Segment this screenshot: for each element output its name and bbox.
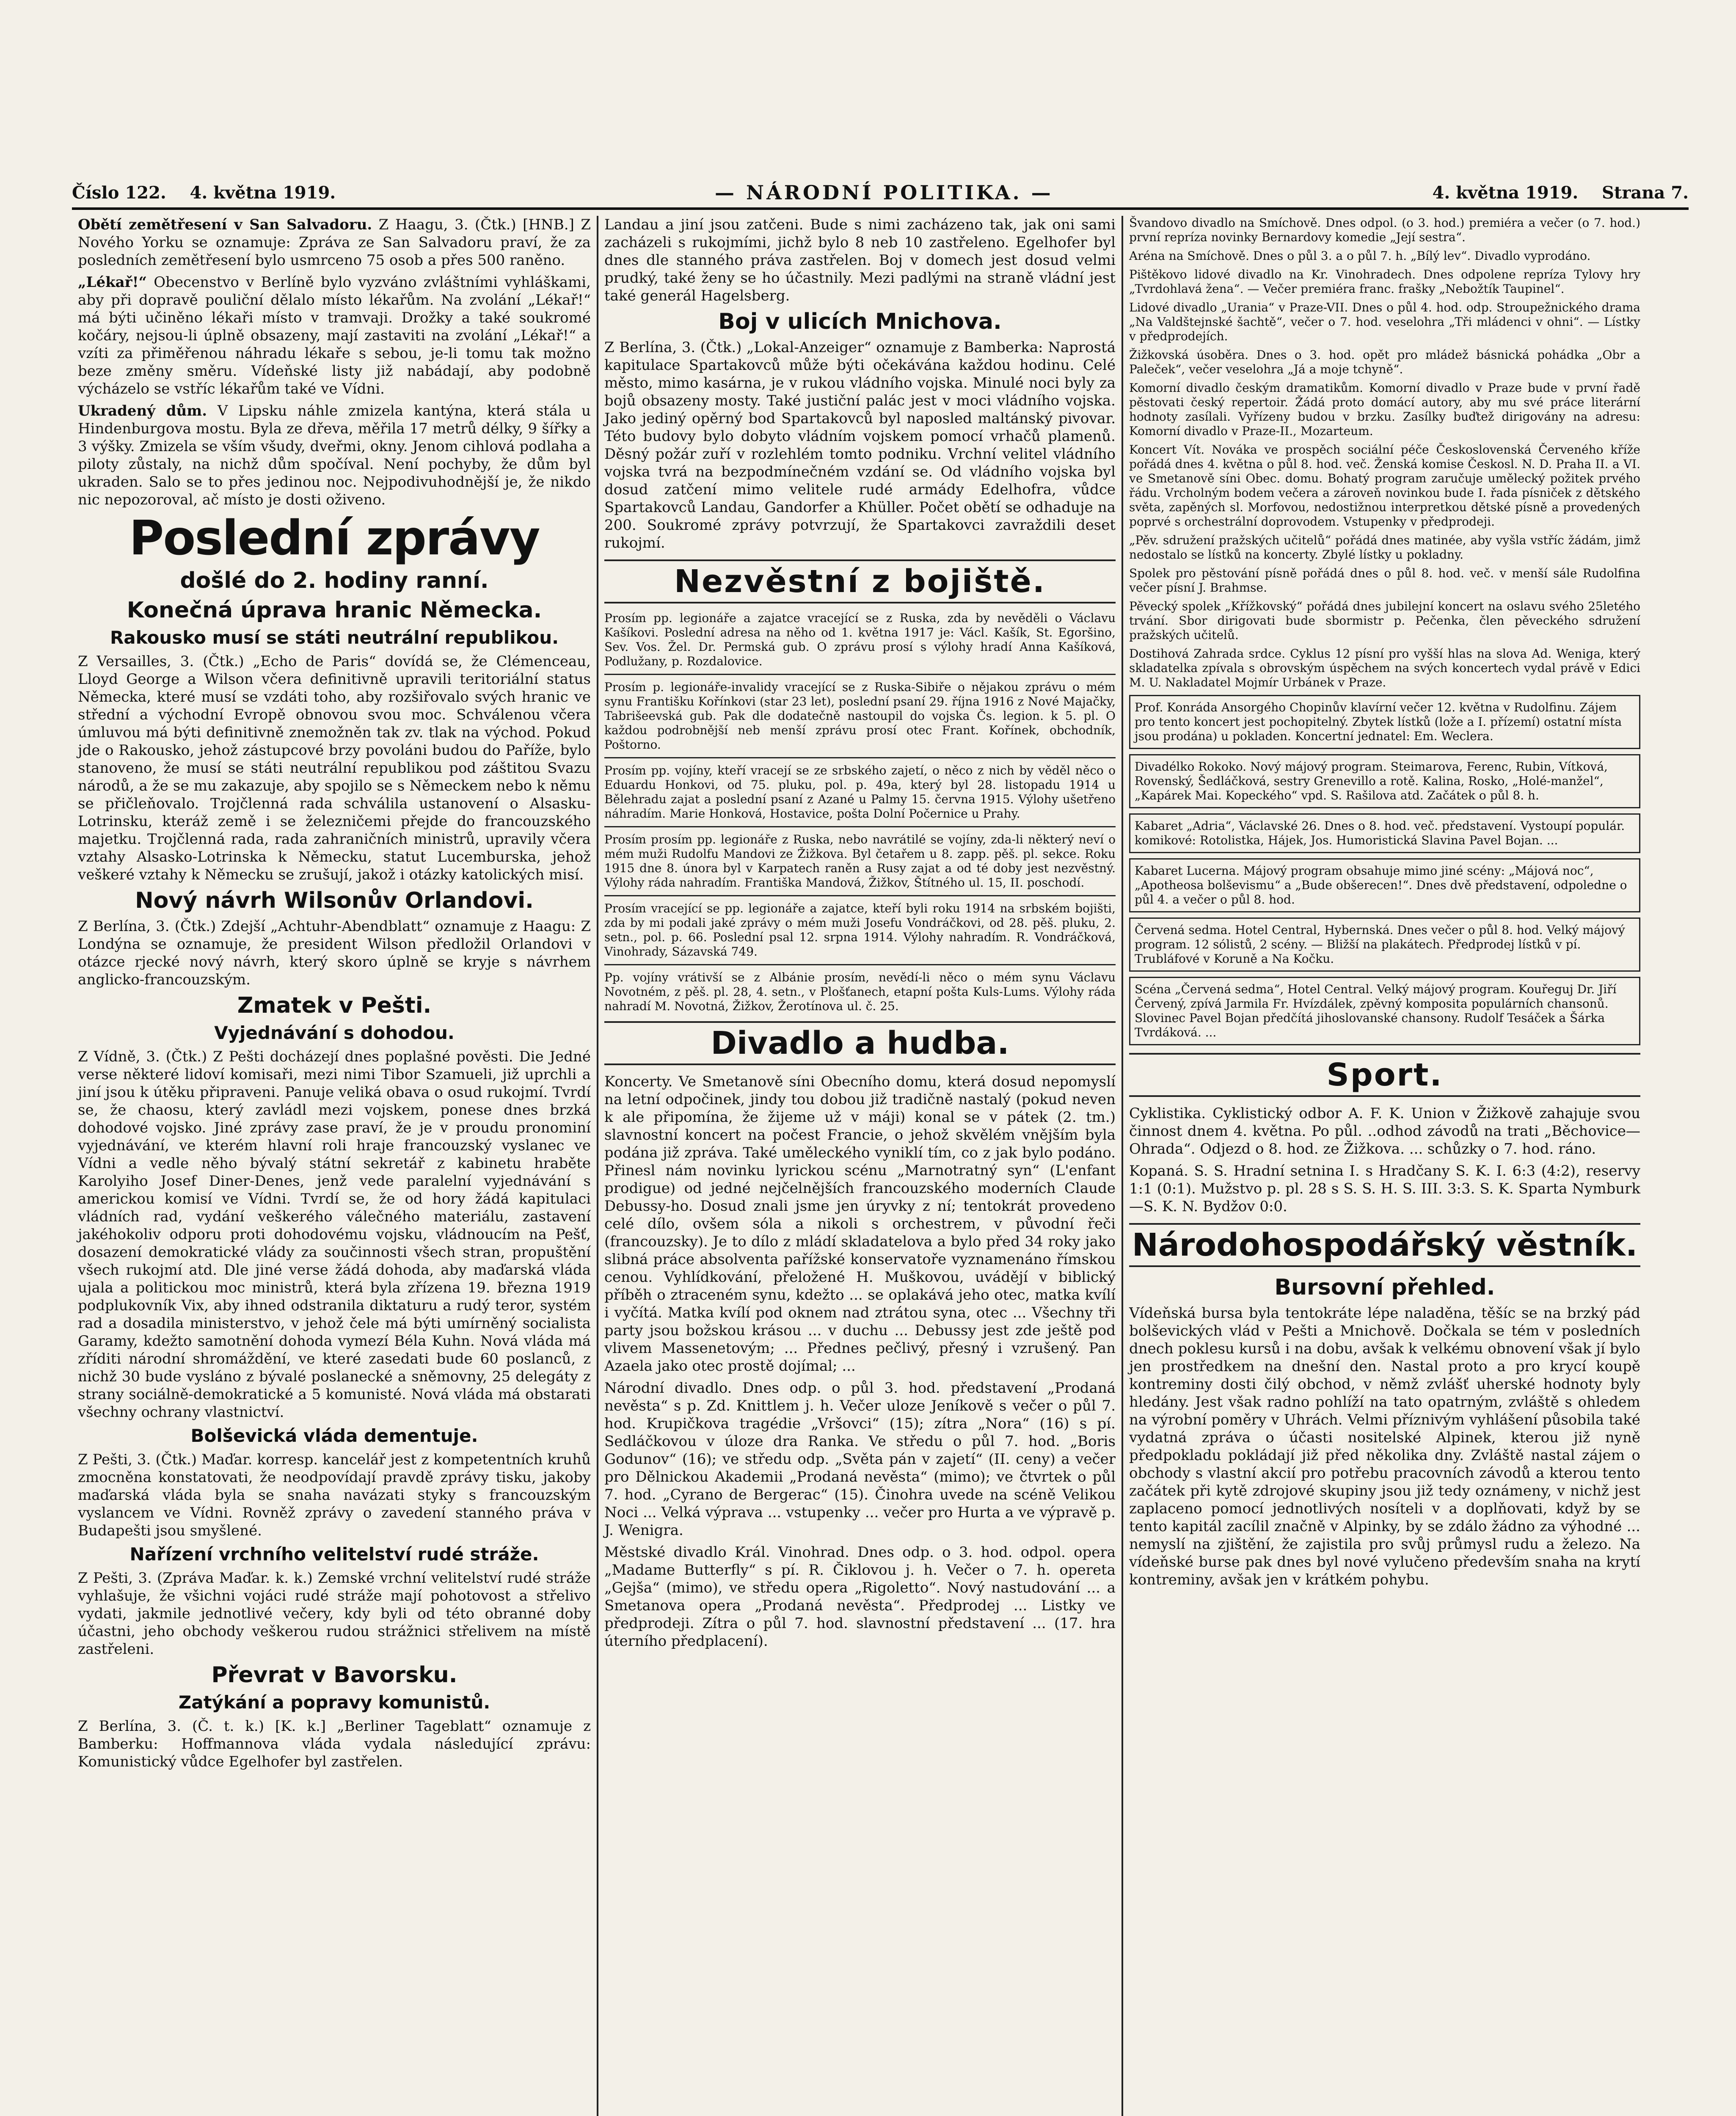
listing-krizkovsky: Pěvecký spolek „Křížkovský“ pořádá dnes jubilejní koncert na oslavu svého 25letého trvání. Sbor dirigovati bude sbormistr p. Pečenka, člen pěveckého sdružení pražských učitelů. [1129,599,1640,642]
masthead: — NÁRODNÍ POLITIKA. — [715,181,1053,204]
heading-sport: Sport. [1129,1053,1640,1097]
divider [604,964,1116,965]
article-exchange: Vídeňská bursa byla tentokráte lépe naladěna, těšíc se na brzký pád bolševických vlád v Pešti a Mnichově. Dočkala se tém v posledních dnech poklesu kursů i na dobu, avšak k velkému obnovení však jí bylo jen prostředkem na dnešní den. Nastal proto a pro krycí koupě kontreminy dosti čilý obchod, v němž zvlášť uherské hodnoty byly hledány. Jest však radno pohlíží na tato opatrným, zvláště s ohledem na výrobní poměry v Uhrách. Velmi příznivým vyhlášení působila také vydatná zpráva o účasti nositelské Alpinek, kterou již nyně předpokladu pokládají již před několika dny. Zvláště nastal zájem o obchody s vlastní akcií pro potřebu pracovních závodů a kterou tento začátek při kytě zdrojové skupiny jsou již tedy oznámeny, v nichž jest zaplaceno pomocí jednotlivých nosíteli v a doplňovati, když by se tento kapitál zacílil značně v Alpinky, by se zdálo žádno za výhodné ... nemyslí na zjištění, že zajistila pro svůj průmysl rudu a železo. Na vídeňské burse pak dnes byl nové vylučeno především snaha na krytí kontreminy, avšak jen v krátkém pohybu. [1129,1305,1640,1588]
heading-bolshevik: Bolševická vláda dementuje. [190,1425,478,1446]
listing-teachers: „Pěv. sdružení pražských učitelů“ pořádá dnes matinée, aby vyšla vstříc žádám, jimž nedostalo se lístků na koncerty. Zbylé lístky u pokladny. [1129,533,1640,562]
article-football: Kopaná. S. S. Hradní setnina I. s Hradčany S. K. I. 6:3 (4:2), reservy 1:1 (0:1). Mužstvo p. pl. 28 s S. S. H. S. III. 3:3. S. K. Sparta Nymburk—S. K. N. Bydžov 0:0. [1129,1163,1640,1215]
missing-item: Pp. vojíny vrátivší se z Albánie prosím, nevědí-li něco o mém synu Václavu Novotném, z pěš. pl. 28, 4. setn., v Plošťanech, etapní pošta Kuls-Lums. Výlohy ráda nahradí M. Novotná, Žižkov, Žerotínova ul. č. 25. [604,970,1116,1013]
divider [604,757,1116,758]
header-right: 4. května 1919. Strana 7. [1432,182,1689,203]
article-munich: Z Berlína, 3. (Čtk.) „Lokal-Anzeiger“ oznamuje z Bamberka: Naprostá kapitulace Spartakovců může býti očekávána každou hodinu. Celé město, mimo kasárna, je v rukou vládního vojska. Minulé noci byly za bojů obsazeny mosty. Také justiční palác jest v moci vládního vojska. Jako jediný opěrný bod Spartakovců byl naposled maltánský pivovar. Této budovy bylo dobyto vládním vojskem pomocí vrhačů plamenů. Děsný požár zuří v rozlehlém tomto podniku. Vrchní velitel vládního vojska tvrá na bezpodmínečném vzdání se. Od vládního vojska byl dosud zatčení mimo velitele rudé armády Edelhofra, vůdce Spartakovců Landau, Gandorfer a Khüller. Počet obětí se odhaduje na 200. Soukromé zprávy potvrzují, že Spartakovci zavraždili deset rukojmí. [604,339,1116,551]
heading-theatre: Divadlo a hudba. [604,1021,1116,1065]
article-concerts: Koncerty. Ve Smetanově síni Obecního domu, která dosud nepomyslí na letní odpočinek, jindy tou dobou již tradičně nastalý (pokud neven k ale připomína, že žijeme už v máji) konal se v pátek (2. tm.) slavnostní koncert na počest Francie, o jehož skvělém vnějším byla podána již zpráva. Také uměleckého vyniklí tím, co z jak bylo podáno. Přinesl nám novinku lyrickou scénu „Marnotratný syn“ (L'enfant prodigue) od jedné nejčelnějších francouzského moderních Claude Debussy-ho. Dosud znali jsme jen úryvky z ní; tentokrát provedeno celé dílo, ovšem sóla a nikoli s orchestrem, v původní řeči (francouzsky). Je to dílo z mládí skladatelova a bylo před 34 roky jako slibná práce absolventa pařížské konservatoře vyznamenáno římskou cenou. Vyhlídkování, přeložené H. Muškovou, uvádějí v biblický příběh o ztraceném synu, kdežto ... se oplakává jeho otec, matka kvílí i vyčítá. Matka kvílí pod oknem nad ztrátou syna, otec ... Všechny tři party jsou božskou krásou ... v duchu ... Debussy jest zde ještě pod vlivem Massenetovým; ... Přednes pečlivý, přesný i vzrušený. Pan Azaela jako otec prostě dojímal; ... [604,1073,1116,1375]
article-borders: Z Versailles, 3. (Čtk.) „Echo de Paris“ dovídá se, že Clémenceau, Lloyd George a Wilson včera definitivně upravili teritoriální status Německa, které musí se vzdáti toho, aby rozšiřovalo svých hranic ve střední a východní Evropě obnovou svou moc. Schválenou včera úmluvou má býti definitivně znemožněn tak zv. tlak na východ. Pokud jde o Rakousko, jehož zástupcové brzy povoláni budou do Paříže, bylo stanoveno, že musí se státi neutrální republikou pod záštitou Svazu národů, a že se mu zakazuje, aby spojilo se s Německem nebo k němu se přičleňovalo. Trojčlenná rada schválila ustanovení o Alsasku-Lotrinsku, kteráž země i se železničemi přejde do francouzského majetku. Trojčlenná rada, rada zahraničních ministrů, upravily včera vztahy Alsasko-Lotrinska k Německu, statut Lucemburska, jehož veškeré vztahy k Německu se zrušují, jakož i otázky katolických misí. [78,653,591,883]
missing-item: Prosím pp. legionáře a zajatce vracející se z Ruska, zda by nevěděli o Václavu Kašíkovi. Poslední adresa na něho od 1. května 1917 je: Václ. Kašík, St. Egoršino, Sev. Vos. Žel. Dr. Permská gub. O zprávu prosí s výlohy hradí Anna Kašíková, Podlužany, p. Rozdalovice. [604,611,1116,668]
heading-wilson: Nový návrh Wilsonův Orlandovi. [135,888,534,913]
listing-chamber: Komorní divadlo českým dramatikům. Komorní divadlo v Praze bude v první řadě pěstovati český repertoir. Žádá proto domácí autory, aby mu své práce literární hodnoty zasílali. Vyřízeny budou v brzku. Zasílky buďtež dirigovány na adresu: Komorní divadlo v Praze-II., Mozarteum. [1129,381,1640,438]
column-3 [1122,216,1646,2116]
article-salvador: Obětí zemětřesení v San Salvadoru. Z Haagu, 3. (Čtk.) [HNB.] Z Nového Yorku se oznamuje: Zpráva ze San Salvadoru praví, že za posledních zemětřesení bylo usmrceno 75 osob a přes 500 raněno. [78,216,591,269]
heading-bavaria: Převrat v Bavorsku. [211,1662,457,1688]
page-header [72,178,1689,210]
missing-list [604,611,1116,1014]
listing-garden: Dostihová Zahrada srdce. Cyklus 12 písní pro vyšší hlas na slova Ad. Weniga, který skladatelka zpívala s obrovským úspěchem na svých koncertech vydal právě v Edici M. U. Nakladatel Mojmír Urbánek v Praze. [1129,647,1640,689]
article-wilson: Z Berlína, 3. (Čtk.) Zdejší „Achtuhr-Abendblatt“ oznamuje z Haagu: Z Londýna se oznamuje, že president Wilson předložil Orlandovi v otázce rjecké nový návrh, který skoro úplně se kryje s návrhem anglicko-francouzským. [78,918,591,988]
newspaper-page [72,178,1689,2116]
ad-adria: Kabaret „Adria“, Václavské 26. Dnes o 8. hod. več. představení. Vystoupí populár. komikové: Rotolistka, Hájek, Jos. Humoristická Slavina Pavel Bojan. ... [1129,813,1640,853]
article-bolshevik: Z Pešti, 3. (Čtk.) Maďar. korresp. kancelář jest z kompetentních kruhů zmocněna konstatovati, že neodpovídají pravdě zprávy tisku, jakoby maďarská vláda byla se snaha navázati styky s francouzským vyslancem ve Vídni. Rovněž zprávy o zavedení stanného práva v Budapešti jsou smyšlené. [78,1451,591,1539]
divider [604,895,1116,896]
ad-lucerna: Kabaret Lucerna. Májový program obsahuje mimo jiné scény: „Májová noc“, „Apotheosa bolševismu“ a „Bude obšerecen!“. Dnes dvě představení, odpoledne o půl 4. a večer o půl 8. hod. [1129,858,1640,912]
heading-munich: Boj v ulicích Mnichova. [718,309,1002,334]
ad-rokoko: Divadélko Rokoko. Nový májový program. Steimarova, Ferenc, Rubin, Vítková, Rovenský, Šedláčková, sestry Grenevillo a rotě. Kalina, Rosko, „Holé-manžel“, „Kapárek Mai. Kopeckého“ vpd. S. Rašilova atd. Začátek o půl 8. h. [1129,754,1640,808]
listing-novak: Koncert Vít. Nováka ve prospěch sociální péče Československá Červeného kříže pořádá dnes 4. května o půl 8. hod. več. Ženská komise Českosl. N. D. Praha II. a VI. ve Smetanově síni Obec. domu. Bohatý program zaručuje umělecký požitek prvého řádu. Vrcholným bodem večera a zároveň novinkou bude I. řada písniček z dětského světa, zapěných sl. Morfovou, nedostižnou interpretkou dětské písně a provedených poprvé s orchestrální doprovodem. Vstupenky v předprodeji. [1129,443,1640,529]
divider [604,674,1116,675]
columns [72,216,1689,2116]
column-2 [597,216,1122,2116]
column-1 [72,216,597,2116]
listing-smichov: Švandovo divadlo na Smíchově. Dnes odpol. (o 3. hod.) premiéra a večer (o 7. hod.) první repríza novinky Bernardovy komedie „Její sestra“. [1129,216,1640,244]
article-red-guard: Z Pešti, 3. (Zpráva Maďar. k. k.) Zemské vrchní velitelství rudé stráže vyhlašuje, že všichni vojáci rudé stráže mají pohotovost a střelivo vydati, jakmile jednotlivé večery, kdy byli od této obranné doby účastni, jeho obchody veškerou rudou strážnici střelivem na místě zastřeleni. [78,1570,591,1658]
ad-red-seven: Červená sedma. Hotel Central, Hybernská. Dnes večer o půl 8. hod. Velký májový program. 12 sólistů, 2 scény. — Bližší na plakátech. Předprodej lístků v pí. Trubláfové v Koruně a Na Kočku. [1129,917,1640,972]
article-national-theatre: Národní divadlo. Dnes odp. o půl 3. hod. představení „Prodaná nevěsta“ s p. Zd. Knittlem j. h. Večer uloze Jeníkově s večer o půl 7. hod. Krupičkova tragédie „Vršovci“ (15); zítra „Nora“ (16) s pí. Sedláčkovou v úloze dra Ranka. Ve středu o půl 7. hod. „Boris Godunov“ (16); ve středu odp. „Světa pán v zajetí“ (II. ceny) a večer pro Dělnickou Akademii „Prodaná nevěsta“ (mimo); ve čtvrtek o půl 7. hod. „Cyrano de Bergerac“ (15). Činohra uvede na scéně Velikou Noci ... Velká výprava ... vstupenky ... večer pro Hurta a ve výpravě p. J. Wenigra. [604,1380,1116,1539]
ad-red-scene: Scéna „Červená sedma“, Hotel Central. Velký májový program. Kouřeguj Dr. Jiří Červený, zpívá Jarmila Fr. Hvízdálek, zpěvný komposita populárních chansonů. Slovinec Pavel Bojan předčítá jihoslovanské chansony. Rudolf Tesáček a Šárka Tvrdáková. ... [1129,977,1640,1045]
header-left: Číslo 122. 4. května 1919. [72,182,336,203]
article-pest: Z Vídně, 3. (Čtk.) Z Pešti docházejí dnes poplašné pověsti. Die Jedné verse některé lidoví komisaři, mezi nimi Tibor Szamueli, již uprchli a jiní jsou k útěku připraveni. Panuje veliká obava o osud rukojmí. Tvrdí se, že chaosu, který zavládl mezi vojskem, ponese dnes brzká dohodové vojsko. Jiné zprávy zase praví, že je v proudu pronominí vyjednávání, ve kterém hlavní roli hraje francouzský vyslanec ve Vídni a vedle něho bývalý státní sekretář z kabinetu hraběte Karolyiho Josef Diner-Denes, jenž vede paralelní vyjednávání s americkou komisí ve Vídni. Tvrdí se, že od hory žádá kapitulaci vládních rad, vydání veškerého válečného materiálu, zastavení jakéhokoliv odporu proti dohodovému vojsku, vládnoucím na Pešť, dosazení demokratické vlády za součinnosti všech stran, propuštění všech rukojmí atd. Dle jiné verse žádá dohoda, aby maďarská vláda ujala a politickou moc ministrů, která byla zřízena 19. března 1919 podplukovník Vix, aby ihned odstranila diktaturu a rudý teror, systém rad a dosadila ministerstvo, v jehož čele má býti umírněný socialista Garamy, kdežto samotnění dohoda vymezí Béla Kuhn. Nová vláda má zříditi národní shromáždění, ve které zasedati bude 60 poslanců, z nichž 30 bude vysláno z bývalé poslanecké a sněmovny, 25 delegáty z strany sociálně-demokratické a 5 komunisté. Nová vláda má obstarati všechny ochrany vlastnictví. [78,1048,591,1421]
article-doctor: „Lékař!“ Obecenstvo v Berlíně bylo vyzváno zvláštními vyhláškami, aby při dopravě pouliční dělalo místo lékařům. Na zvolání „Lékař!“ má býti učiněno lékaři místo v tramvaji. Drožky a také soukromé kočáry, nejsou-li úplně obsazeny, mají zastaviti na zvolání „Lékař!“ a vzíti za přiměřenou náhradu lékaře s sebou, je-li tomu tak možno beze změny směru. Vídeňské listy již nabádají, aby podobně výcházelo se vstříc lékařům také ve Vídni. [78,274,591,397]
subheading-austria: Rakousko musí se státi neutrální republikou. [110,627,559,648]
listing-arena: Aréna na Smíchově. Dnes o půl 3. a o půl 7. h. „Bílý lev“. Divadlo vyprodáno. [1129,249,1591,263]
subheading-bavaria: Zatýkání a popravy komunistů. [178,1692,490,1713]
theatre-listings [1129,216,1640,1045]
missing-item: Prosím prosím pp. legionáře z Ruska, nebo navrátilé se vojíny, zda-li některý neví o mém muži Rudolfu Mandovi ze Žižkova. Byl četařem u 8. zapp. pěš. pl. sekce. Roku 1915 dne 8. února byl v Karpatech raněn a Rusy zajat a od té doby jest nezvěstný. Výlohy ráda nahradím. Františka Mandová, Žižkov, Štítného ul. 15, II. poschodí. [604,832,1116,890]
ad-chopin: Prof. Konráda Ansorgého Chopinův klavírní večer 12. května v Rudolfinu. Zájem pro tento koncert jest pochopitelný. Zbytek lístků (lože a I. přízemí) ostatní místa jsou prodána) u pokladen. Koncertní jednatel: Em. Weclera. [1129,695,1640,749]
article-cycling: Cyklistika. Cyklistický odbor A. F. K. Union v Žižkově zahajuje svou činnost dnem 4. května. Po půl. ..odhod závodů na trati „Běchovice—Ohrada“. Odjezd o 8. hod. ze Žižkova. ... schůzky o 7. hod. ráno. [1129,1105,1640,1157]
listing-urania: Lidové divadlo „Urania“ v Praze-VII. Dnes o půl 4. hod. odp. Stroupežnického drama „Na Valdštejnské šachtě“, večer o 7. hod. veselohra „Tři mládenci v ohni“. — Lístky v předprodejích. [1129,300,1640,343]
heading-borders: Konečná úprava hranic Německa. [127,598,542,623]
listing-song: Spolek pro pěstování písně pořádá dnes o půl 8. hod. več. v menší sále Rudolfina večer písní J. Brahmse. [1129,566,1640,595]
article-city-theatre: Městské divadlo Král. Vinohrad. Dnes odp. o 3. hod. odpol. opera „Madame Butterfly“ s pí. R. Čiklovou j. h. Večer o 7. h. opereta „Gejša“ (mimo), ve středu opera „Rigoletto“. Nový nastudování ... a Smetanova opera „Prodaná nevěsta“. Předprodej ... Listky ve předprodeji. Zítra o půl 7. hod. slavnostní představení ... (17. hra úterního předplacení). [604,1544,1116,1650]
listing-zizkov: Žižkovská úsoběra. Dnes o 3. hod. opět pro mládež básnická pohádka „Obr a Paleček“, večer veselohra „Já a moje tchyně“. [1129,348,1640,376]
heading-missing: Nezvěstní z bojiště. [604,559,1116,603]
heading-economy: Národohospodářský věstník. [1129,1223,1640,1267]
missing-item: Prosím vracející se pp. legionáře a zajatce, kteří byli roku 1914 na srbském bojišti, zda by mi podali jaké zprávy o mém muži Josefu Vondráčkovi, od 28. pěš. pluku, 2. setn., pol. p. 66. Poslední psal 12. srpna 1914. Výlohy nahradím. R. Vondráčková, Vinohrady, Sázavská 749. [604,901,1116,959]
listing-pistek: Pištěkovo lidové divadlo na Kr. Vinohradech. Dnes odpolene repríza Tylovy hry „Tvrdohlavá žena“. — Večer premiéra franc. frašky „Nebožtík Taupinel“. [1129,267,1640,296]
missing-item: Prosím p. legionáře-invalidy vracející se z Ruska-Sibiře o nějakou zprávu o mém synu Františku Kořínkovi (star 23 let), poslední psaní 29. října 1916 z Nové Majačky, Tabrišeevská gub. Pak dle dodatečně nastoupil do vojska Čs. legion. k 5. pl. O každou podrobnější neb menší zprávu prosí otec Frant. Kořínek, obchodník, Poštorno. [604,680,1116,752]
article-stolen-house: Ukradený dům. V Lipsku náhle zmizela kantýna, která stála u Hindenburgova mostu. Byla ze dřeva, měřila 17 metrů délky, 9 šířky a 3 výšky. Zmizela se vším všudy, dveřmi, okny. Jenom cihlová podlaha a piloty zůstaly, na nichž dům spočíval. Není pochyby, že dům byl ukraden. Salo se to přes jedinou noc. Nejpodivuhodnější je, že nikdo nic nepozoroval, ač místo je dosti oživeno. [78,402,591,508]
article-munich-top: Landau a jiní jsou zatčeni. Bude s nimi zacházeno tak, jak oni sami zacházeli s rukojmími, jichž bylo 8 neb 10 zastřeleno. Egelhofer byl dnes dle stanného práva zastřelen. Boj v domech jest dosud velmi prudký, také ženy se ho účastnily. Mezi padlými na straně vládní jest také generál Hagelsberg. [604,216,1116,304]
missing-item: Prosím pp. vojíny, kteří vracejí se ze srbského zajetí, o něco z nich by věděl něco o Eduardu Honkovi, od 75. pluku, pol. p. 49a, který byl 28. listopadu 1914 u Bělehradu zajat a poslední psaní z Azané u Palmy 15. června 1915. Výlohy ušetřeno náhradím. Marie Honková, Hostavice, pošta Dolní Počernice u Prahy. [604,763,1116,821]
heading-pest: Zmatek v Pešti. [237,993,432,1018]
subheading-pest: Vyjednávání s dohodou. [214,1022,455,1043]
article-bavaria: Z Berlína, 3. (Č. t. k.) [K. k.] „Berliner Tageblatt“ oznamuje z Bamberku: Hoffmannova vláda vydala následující zprávu: Komunistický vůdce Egelhofer byl zastřelen. [78,1718,591,1770]
heading-red-guard: Nařízení vrchního velitelství rudé stráže. [130,1544,539,1565]
last-news-subheading: došlé do 2. hodiny ranní. [180,568,489,593]
last-news-heading: Poslední zprávy [129,511,540,566]
divider [604,826,1116,827]
heading-exchange: Bursovní přehled. [1274,1275,1495,1300]
